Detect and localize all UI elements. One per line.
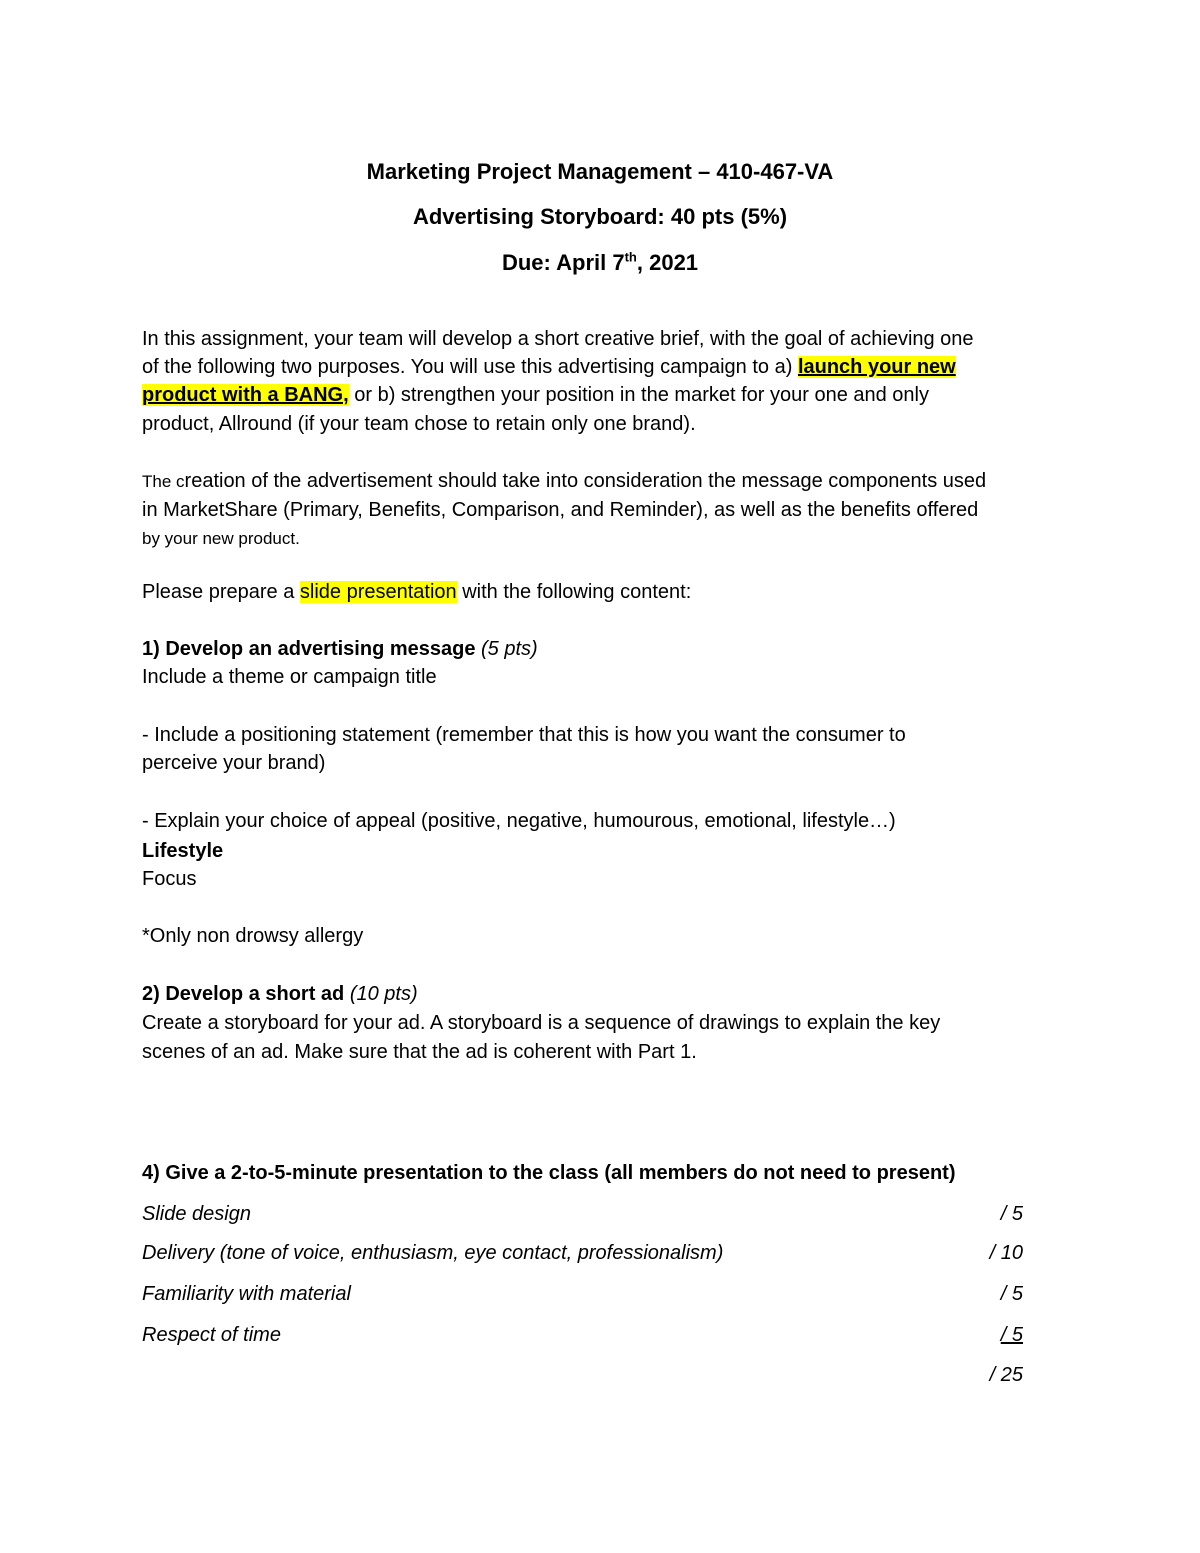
highlight-slide-presentation: slide presentation: [299, 581, 457, 603]
para2-line-2: in MarketShare (Primary, Benefits, Comparison, and Reminder), as well as the benefits offered: [142, 499, 979, 521]
course-title: Marketing Project Management – 410-467-VA: [366, 159, 834, 184]
rubric-score: / 5: [1000, 1283, 1023, 1305]
due-superscript: th: [624, 249, 637, 265]
section1-points: (5 pts): [475, 638, 538, 660]
para3-b: with the following content:: [456, 581, 692, 603]
due-prefix: Due: April 7: [501, 250, 625, 275]
section2-heading: [142, 980, 418, 1008]
section2-title: 2) Develop a short ad: [142, 983, 345, 1005]
section1-appeal: - Explain your choice of appeal (positive, negative, humourous, emotional, lifestyle…): [142, 810, 896, 832]
rubric-score: / 5: [1000, 1203, 1023, 1225]
section1-note: *Only non drowsy allergy: [142, 925, 364, 947]
rubric-total: / 25: [989, 1364, 1023, 1386]
rubric-label: Delivery (tone of voice, enthusiasm, eye contact, professionalism): [142, 1242, 724, 1264]
intro-line-4: product, Allround (if your team chose to retain only one brand).: [142, 413, 696, 435]
due-suffix: , 2021: [636, 250, 699, 275]
section2-points: (10 pts): [344, 983, 418, 1005]
para2-line-1: [142, 467, 986, 496]
para2-line-3: by your new product.: [142, 529, 300, 548]
section4-title: 4) Give a 2-to-5-minute presentation to the class (all members do not need to present): [142, 1162, 956, 1184]
highlight-launch: launch your new: [797, 356, 956, 378]
highlight-bang: product with a BANG,: [142, 384, 349, 406]
section2-line-2: scenes of an ad. Make sure that the ad is coherent with Part 1.: [142, 1041, 697, 1063]
rubric-label: Slide design: [142, 1203, 251, 1225]
section2-line-1: Create a storyboard for your ad. A storyboard is a sequence of drawings to explain the key: [142, 1012, 941, 1034]
para3-line: [142, 578, 691, 606]
section1-answer-focus: Focus: [142, 868, 197, 890]
section1-theme: Include a theme or campaign title: [142, 666, 437, 688]
intro-line-3: [142, 381, 929, 409]
assignment-title: Advertising Storyboard: 40 pts (5%): [412, 204, 788, 229]
section1-positioning-2: perceive your brand): [142, 752, 326, 774]
intro-line-2-text: of the following two purposes. You will use this advertising campaign to a): [142, 356, 798, 378]
rubric-score: / 5: [1000, 1324, 1023, 1346]
intro-line-1: In this assignment, your team will develop a short creative brief, with the goal of achieving one: [142, 328, 974, 350]
intro-line-3-text: or b) strengthen your position in the market for your one and only: [348, 384, 929, 406]
rubric-label: Familiarity with material: [142, 1283, 351, 1305]
rubric-score: / 10: [989, 1242, 1023, 1264]
due-date: [0, 249, 1200, 277]
rubric-label: Respect of time: [142, 1324, 281, 1346]
section1-answer-lifestyle: Lifestyle: [142, 840, 224, 862]
section1-title: 1) Develop an advertising message: [142, 638, 476, 660]
intro-line-2: [142, 353, 956, 381]
para2-small-prefix: The c: [142, 472, 185, 491]
para2-line-1-text: reation of the advertisement should take into consideration the message components used: [184, 470, 987, 492]
section1-heading: [142, 635, 538, 663]
section1-positioning-1: - Include a positioning statement (remember that this is how you want the consumer to: [142, 724, 906, 746]
para3-a: Please prepare a: [142, 581, 300, 603]
